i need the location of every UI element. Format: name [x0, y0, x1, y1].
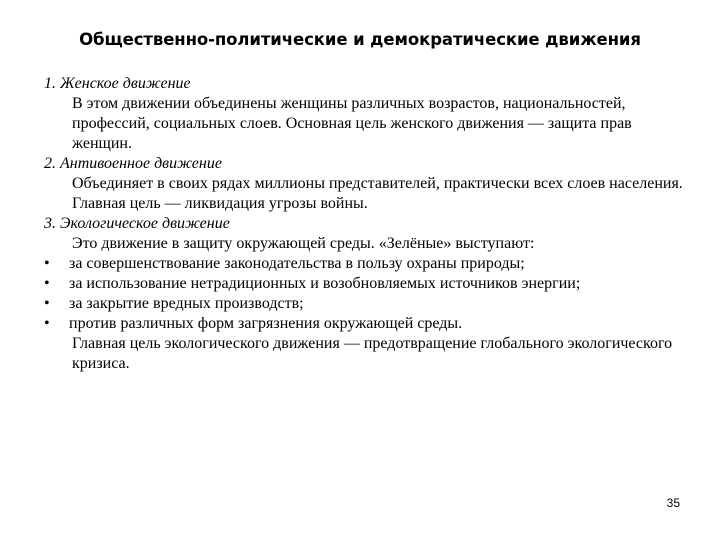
section-conclusion-ecology: Главная цель экологического движения — предотвращение глобального экологического кризиса.	[72, 335, 673, 372]
list-item	[44, 274, 684, 294]
section-body-antiwar: Объединяет в своих рядах миллионы представителей, практически всех слоев населения. Главная цель — ликвидация угрозы войны.	[72, 175, 683, 212]
section-heading-women: 1. Женское движение	[44, 75, 191, 92]
slide-content	[44, 74, 684, 374]
page-number: 35	[666, 496, 680, 510]
list-item-text: против различных форм загрязнения окружающей среды.	[69, 315, 463, 332]
bullet-icon: •	[44, 275, 50, 292]
list-item	[44, 254, 684, 274]
slide-title: Общественно-политические и демократические движения	[79, 30, 641, 49]
section-body-ecology: Это движение в защиту окружающей среды. «Зелёные» выступают:	[72, 235, 535, 252]
list-item-text: за совершенствование законодательства в пользу охраны природы;	[69, 255, 525, 272]
list-item	[44, 294, 684, 314]
section-body-women: В этом движении объединены женщины различных возрастов, национальностей, профессий, социальных слоев. Основная цель женского движения — защита прав женщин.	[72, 95, 632, 152]
list-item-text: за закрытие вредных производств;	[69, 295, 304, 312]
list-item	[44, 314, 684, 334]
list-item-text: за использование нетрадиционных и возобновляемых источников энергии;	[69, 275, 581, 292]
bullet-icon: •	[44, 315, 50, 332]
bullet-icon: •	[44, 255, 50, 272]
section-heading-antiwar: 2. Антивоенное движение	[44, 155, 222, 172]
bullet-icon: •	[44, 295, 50, 312]
section-heading-ecology: 3. Экологическое движение	[44, 215, 230, 232]
